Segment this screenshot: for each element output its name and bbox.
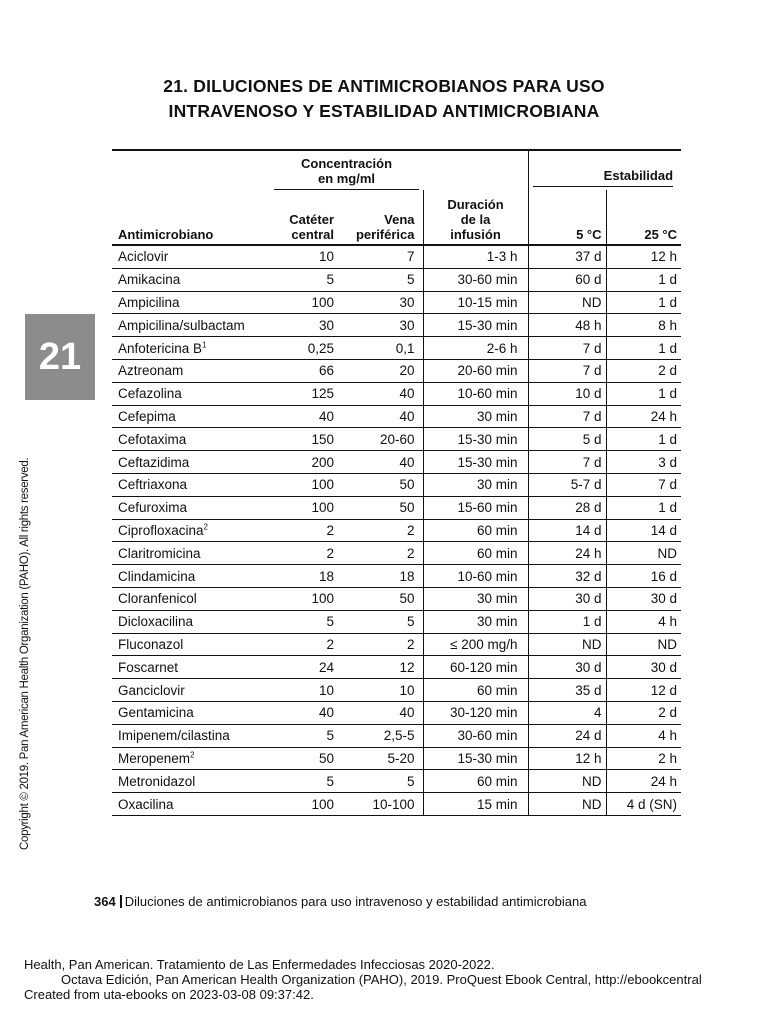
concentration-group-header: Concentración en mg/ml <box>270 150 423 190</box>
cell-antimicrobiano: Amikacina <box>112 268 270 291</box>
cell-vena-periferica: 18 <box>338 565 423 588</box>
cell-estabilidad-5c: 12 h <box>528 747 606 770</box>
cell-antimicrobiano: Cefepima <box>112 405 270 428</box>
cell-duracion-infusion: 30 min <box>423 610 528 633</box>
cell-cateter-central: 100 <box>270 793 338 816</box>
title-line-1: 21. DILUCIONES DE ANTIMICROBIANOS PARA USO <box>163 76 605 96</box>
cell-duracion-infusion: 30-60 min <box>423 724 528 747</box>
cell-cateter-central: 5 <box>270 268 338 291</box>
cell-duracion-infusion: 10-60 min <box>423 382 528 405</box>
cell-estabilidad-25c: 1 d <box>606 291 681 314</box>
cell-estabilidad-25c: 4 h <box>606 610 681 633</box>
cell-cateter-central: 66 <box>270 359 338 382</box>
cell-estabilidad-25c: 7 d <box>606 473 681 496</box>
cell-estabilidad-25c: 1 d <box>606 428 681 451</box>
cell-vena-periferica: 40 <box>338 405 423 428</box>
table-row <box>112 382 681 405</box>
cell-estabilidad-25c: 24 h <box>606 770 681 793</box>
table-row <box>112 701 681 724</box>
cell-estabilidad-5c: 7 d <box>528 337 606 360</box>
cell-estabilidad-5c: 30 d <box>528 587 606 610</box>
cell-cateter-central: 100 <box>270 473 338 496</box>
cell-cateter-central: 50 <box>270 747 338 770</box>
cell-estabilidad-25c: 1 d <box>606 496 681 519</box>
cell-estabilidad-5c: 7 d <box>528 359 606 382</box>
cell-cateter-central: 5 <box>270 724 338 747</box>
cell-cateter-central: 40 <box>270 405 338 428</box>
cell-duracion-infusion: 30-60 min <box>423 268 528 291</box>
cell-estabilidad-25c: 30 d <box>606 587 681 610</box>
table-row <box>112 451 681 474</box>
cell-antimicrobiano: Aztreonam <box>112 359 270 382</box>
cell-cateter-central: 10 <box>270 245 338 268</box>
cell-estabilidad-25c: 1 d <box>606 337 681 360</box>
cell-vena-periferica: 2,5-5 <box>338 724 423 747</box>
cell-duracion-infusion: 1-3 h <box>423 245 528 268</box>
cell-estabilidad-5c: ND <box>528 793 606 816</box>
cell-cateter-central: 30 <box>270 314 338 337</box>
cell-estabilidad-5c: ND <box>528 291 606 314</box>
source-line-1: Health, Pan American. Tratamiento de Las Enfermedades Infecciosas 2020-2022. <box>24 957 495 972</box>
page-number: 364 <box>94 894 116 909</box>
cell-antimicrobiano: Cloranfenicol <box>112 587 270 610</box>
cell-estabilidad-5c: 7 d <box>528 451 606 474</box>
cell-estabilidad-25c: 2 h <box>606 747 681 770</box>
cell-estabilidad-5c: 32 d <box>528 565 606 588</box>
cell-vena-periferica: 40 <box>338 451 423 474</box>
cell-duracion-infusion: 30-120 min <box>423 701 528 724</box>
cell-vena-periferica: 30 <box>338 291 423 314</box>
cell-estabilidad-25c: 8 h <box>606 314 681 337</box>
cell-antimicrobiano: Ganciclovir <box>112 679 270 702</box>
source-line-2: Octava Edición, Pan American Health Organization (PAHO), 2019. ProQuest Ebook Central, http://ebookcentral <box>61 972 702 987</box>
table-row <box>112 519 681 542</box>
cell-duracion-infusion: 60 min <box>423 679 528 702</box>
cell-estabilidad-25c: 4 d (SN) <box>606 793 681 816</box>
cell-cateter-central: 0,25 <box>270 337 338 360</box>
cell-estabilidad-5c: 4 <box>528 701 606 724</box>
stability-group-header: Estabilidad <box>533 168 674 187</box>
cell-estabilidad-5c: 14 d <box>528 519 606 542</box>
cell-vena-periferica: 10-100 <box>338 793 423 816</box>
table-row <box>112 587 681 610</box>
cell-antimicrobiano: Anfotericina $B^1$ <box>112 337 270 360</box>
cell-estabilidad-5c: 30 d <box>528 656 606 679</box>
dilution-table-container <box>112 149 681 816</box>
cell-antimicrobiano: Foscarnet <box>112 656 270 679</box>
cell-vena-periferica: 2 <box>338 633 423 656</box>
cell-cateter-central: 2 <box>270 633 338 656</box>
header-cateter-central: Catéter central <box>289 212 334 242</box>
cell-estabilidad-5c: 7 d <box>528 405 606 428</box>
table-row <box>112 565 681 588</box>
cell-estabilidad-25c: 16 d <box>606 565 681 588</box>
table-row <box>112 405 681 428</box>
cell-estabilidad-25c: 3 d <box>606 451 681 474</box>
cell-antimicrobiano: Ceftazidima <box>112 451 270 474</box>
table-row <box>112 542 681 565</box>
cell-cateter-central: 24 <box>270 656 338 679</box>
cell-duracion-infusion: 15-60 min <box>423 496 528 519</box>
running-title: Diluciones de antimicrobianos para uso intravenoso y estabilidad antimicrobiana <box>124 894 587 909</box>
cell-estabilidad-5c: 1 d <box>528 610 606 633</box>
cell-duracion-infusion: 15-30 min <box>423 747 528 770</box>
cell-antimicrobiano: Cefuroxima <box>112 496 270 519</box>
table-row <box>112 473 681 496</box>
table-row <box>112 679 681 702</box>
cell-cateter-central: 2 <box>270 519 338 542</box>
cell-antimicrobiano: Clindamicina <box>112 565 270 588</box>
cell-estabilidad-25c: 12 h <box>606 245 681 268</box>
cell-estabilidad-25c: ND <box>606 633 681 656</box>
table-row <box>112 793 681 816</box>
header-25c: 25 °C <box>644 227 678 242</box>
table-row <box>112 314 681 337</box>
cell-antimicrobiano: Ciprofloxacina$^2$ <box>112 519 270 542</box>
table-row <box>112 747 681 770</box>
page-title <box>0 74 768 124</box>
cell-estabilidad-25c: 14 d <box>606 519 681 542</box>
cell-vena-periferica: 5-20 <box>338 747 423 770</box>
cell-antimicrobiano: Ampicilina <box>112 291 270 314</box>
table-row <box>112 268 681 291</box>
title-line-2: INTRAVENOSO Y ESTABILIDAD ANTIMICROBIANA <box>168 101 600 121</box>
cell-antimicrobiano: Imipenem/cilastina <box>112 724 270 747</box>
cell-estabilidad-25c: 30 d <box>606 656 681 679</box>
cell-estabilidad-5c: ND <box>528 770 606 793</box>
cell-duracion-infusion: 15-30 min <box>423 428 528 451</box>
cell-estabilidad-5c: 60 d <box>528 268 606 291</box>
cell-vena-periferica: 7 <box>338 245 423 268</box>
header-antimicrobiano: Antimicrobiano <box>118 227 214 242</box>
cell-antimicrobiano: Ampicilina/sulbactam <box>112 314 270 337</box>
footnote-marker: 2 <box>190 750 195 760</box>
cell-estabilidad-25c: ND <box>606 542 681 565</box>
cell-cateter-central: 10 <box>270 679 338 702</box>
cell-duracion-infusion: 15-30 min <box>423 451 528 474</box>
table-row <box>112 656 681 679</box>
cell-duracion-infusion: 10-60 min <box>423 565 528 588</box>
cell-duracion-infusion: 2-6 h <box>423 337 528 360</box>
cell-estabilidad-25c: 2 d <box>606 359 681 382</box>
cell-antimicrobiano: Dicloxacilina <box>112 610 270 633</box>
table-row <box>112 337 681 360</box>
cell-estabilidad-25c: 4 h <box>606 724 681 747</box>
cell-estabilidad-25c: 1 d <box>606 268 681 291</box>
cell-duracion-infusion: 60 min <box>423 770 528 793</box>
cell-vena-periferica: 30 <box>338 314 423 337</box>
cell-duracion-infusion: 30 min <box>423 405 528 428</box>
cell-cateter-central: 200 <box>270 451 338 474</box>
cell-estabilidad-5c: 24 d <box>528 724 606 747</box>
cell-vena-periferica: 50 <box>338 496 423 519</box>
cell-vena-periferica: 10 <box>338 679 423 702</box>
cell-antimicrobiano: Cefazolina <box>112 382 270 405</box>
cell-estabilidad-25c: 1 d <box>606 382 681 405</box>
cell-vena-periferica: 20 <box>338 359 423 382</box>
footnote-marker: 2 <box>203 522 208 532</box>
cell-antimicrobiano: Metronidazol <box>112 770 270 793</box>
cell-duracion-infusion: ≤ 200 mg/h <box>423 633 528 656</box>
table-row <box>112 428 681 451</box>
dilution-table <box>112 149 681 816</box>
footer-divider <box>120 895 122 908</box>
cell-duracion-infusion: 15 min <box>423 793 528 816</box>
cell-cateter-central: 100 <box>270 291 338 314</box>
table-row <box>112 610 681 633</box>
cell-cateter-central: 18 <box>270 565 338 588</box>
table-row <box>112 633 681 656</box>
chapter-tab: 21 <box>25 314 95 400</box>
footnote-marker: 1 <box>202 340 207 350</box>
cell-vena-periferica: 40 <box>338 701 423 724</box>
cell-antimicrobiano: Gentamicina <box>112 701 270 724</box>
cell-estabilidad-5c: 35 d <box>528 679 606 702</box>
cell-estabilidad-5c: 5-7 d <box>528 473 606 496</box>
cell-antimicrobiano: Claritromicina <box>112 542 270 565</box>
cell-antimicrobiano: Fluconazol <box>112 633 270 656</box>
header-vena-periferica: Vena periférica <box>338 190 423 245</box>
cell-duracion-infusion: 10-15 min <box>423 291 528 314</box>
cell-cateter-central: 125 <box>270 382 338 405</box>
table-body <box>112 245 681 815</box>
cell-duracion-infusion: 60 min <box>423 519 528 542</box>
cell-vena-periferica: 50 <box>338 473 423 496</box>
cell-antimicrobiano: Oxacilina <box>112 793 270 816</box>
cell-vena-periferica: 20-60 <box>338 428 423 451</box>
cell-estabilidad-25c: 12 d <box>606 679 681 702</box>
cell-vena-periferica: 12 <box>338 656 423 679</box>
cell-estabilidad-5c: 24 h <box>528 542 606 565</box>
table-row <box>112 359 681 382</box>
cell-duracion-infusion: 60 min <box>423 542 528 565</box>
cell-duracion-infusion: 30 min <box>423 473 528 496</box>
cell-estabilidad-5c: 37 d <box>528 245 606 268</box>
cell-vena-periferica: 0,1 <box>338 337 423 360</box>
cell-vena-periferica: 50 <box>338 587 423 610</box>
cell-estabilidad-5c: ND <box>528 633 606 656</box>
cell-cateter-central: 5 <box>270 610 338 633</box>
cell-cateter-central: 40 <box>270 701 338 724</box>
table-row <box>112 496 681 519</box>
cell-antimicrobiano: Aciclovir <box>112 245 270 268</box>
cell-estabilidad-5c: 48 h <box>528 314 606 337</box>
cell-vena-periferica: 5 <box>338 610 423 633</box>
cell-cateter-central: 2 <box>270 542 338 565</box>
table-row <box>112 245 681 268</box>
cell-duracion-infusion: 30 min <box>423 587 528 610</box>
cell-estabilidad-5c: 10 d <box>528 382 606 405</box>
cell-duracion-infusion: 15-30 min <box>423 314 528 337</box>
source-line-3: Created from uta-ebooks on 2023-03-08 09:37:42. <box>24 987 314 1002</box>
header-5c: 5 °C <box>528 190 606 245</box>
table-row <box>112 724 681 747</box>
cell-antimicrobiano: Meropenem$^2$ <box>112 747 270 770</box>
page-footer <box>94 894 586 909</box>
cell-vena-periferica: 5 <box>338 770 423 793</box>
cell-estabilidad-5c: 28 d <box>528 496 606 519</box>
cell-estabilidad-25c: 24 h <box>606 405 681 428</box>
table-row <box>112 291 681 314</box>
cell-estabilidad-5c: 5 d <box>528 428 606 451</box>
cell-cateter-central: 100 <box>270 587 338 610</box>
cell-antimicrobiano: Ceftriaxona <box>112 473 270 496</box>
cell-vena-periferica: 40 <box>338 382 423 405</box>
cell-vena-periferica: 5 <box>338 268 423 291</box>
cell-estabilidad-25c: 2 d <box>606 701 681 724</box>
cell-cateter-central: 100 <box>270 496 338 519</box>
copyright-notice: Copyright © 2019. Pan American Health Organization (PAHO). All rights reserved. <box>19 457 31 850</box>
header-duracion-infusion: Duración de la infusión <box>423 190 528 245</box>
cell-vena-periferica: 2 <box>338 542 423 565</box>
cell-duracion-infusion: 60-120 min <box>423 656 528 679</box>
cell-antimicrobiano: Cefotaxima <box>112 428 270 451</box>
cell-cateter-central: 150 <box>270 428 338 451</box>
table-row <box>112 770 681 793</box>
cell-cateter-central: 5 <box>270 770 338 793</box>
cell-duracion-infusion: 20-60 min <box>423 359 528 382</box>
cell-vena-periferica: 2 <box>338 519 423 542</box>
